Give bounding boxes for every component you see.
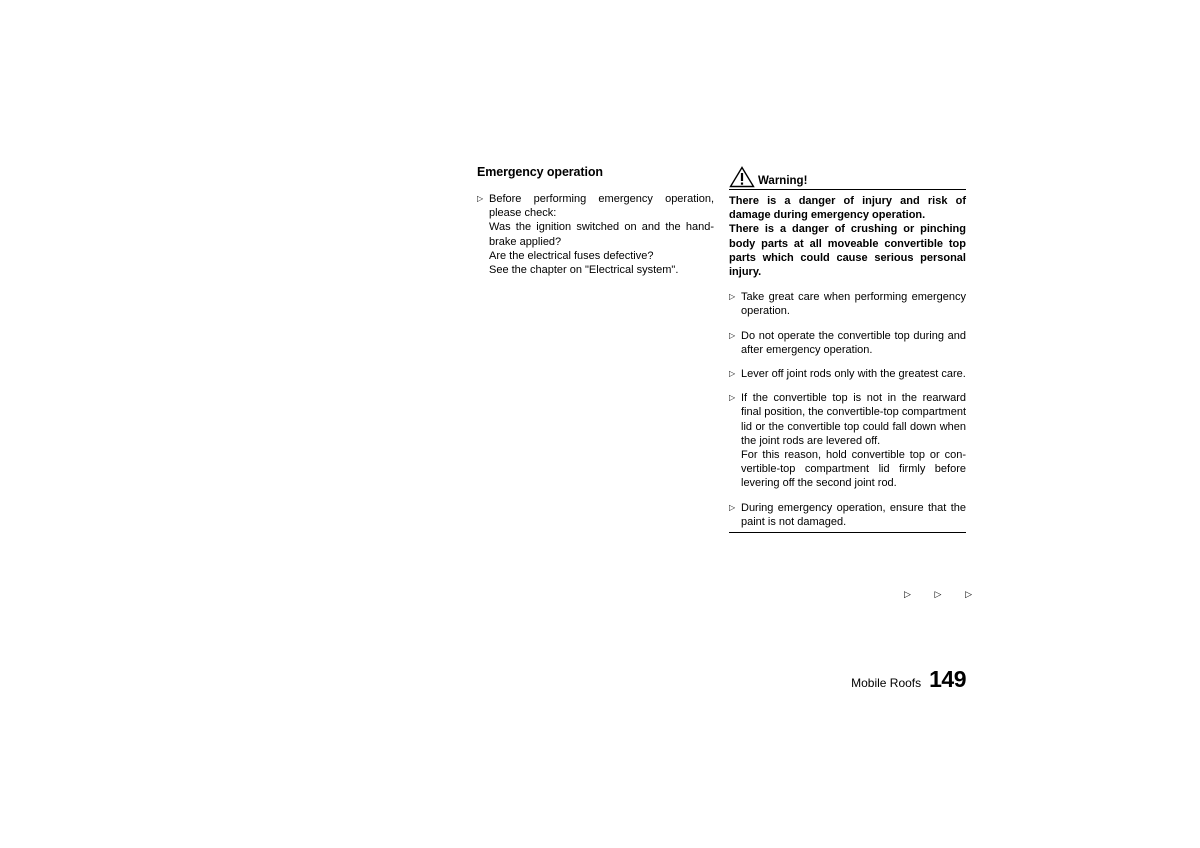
list-item-paragraph: For this reason, hold convertible top or con-vertible-top compartment lid firmly before levering off the second joint rod. — [741, 449, 966, 490]
continue-arrows — [904, 588, 972, 600]
bullet-triangle-icon: ▷ — [729, 502, 736, 512]
bullet-triangle-icon: ▷ — [729, 393, 736, 403]
check-line: See the chapter on "Electrical system". — [489, 264, 679, 277]
section-title: Emergency operation — [477, 165, 603, 179]
warning-end-rule — [729, 532, 966, 533]
list-item-paragraph: Take great care when performing emergency operation. — [741, 291, 966, 318]
page-number: 149 — [929, 666, 966, 692]
list-item-paragraph: Lever off joint rods only with the greatest care. — [741, 368, 966, 381]
warning-header — [729, 164, 966, 190]
warning-box — [729, 164, 966, 533]
check-line: Are the electrical fuses defective? — [489, 249, 654, 262]
list-item — [729, 290, 966, 318]
warning-triangle-icon — [729, 166, 755, 188]
continue-arrow-icon: ▷ — [934, 589, 942, 599]
list-item-text — [741, 290, 966, 318]
list-item-text — [741, 391, 966, 490]
bullet-triangle-icon: ▷ — [477, 194, 484, 203]
bullet-triangle-icon: ▷ — [729, 330, 736, 340]
left-column — [477, 164, 714, 277]
warning-title: Warning! — [758, 175, 808, 187]
check-line: Before performing emergency operation, please check: — [489, 193, 714, 220]
list-item-text — [741, 501, 966, 529]
list-item-text — [741, 367, 966, 381]
footer-section-name: Mobile Roofs — [851, 676, 922, 690]
list-item-paragraph: If the convertible top is not in the rearward final position, the convertible-top compartment lid or the convertible top could fall down when the joint rods are levered off. — [741, 392, 967, 447]
continue-arrow-icon: ▷ — [965, 589, 972, 599]
check-line: Was the ignition switched on and the hand-brake applied? — [489, 221, 714, 248]
warning-list — [729, 290, 966, 529]
warning-paragraph: There is a danger of crushing or pinching body parts at all moveable convertible top parts which could cause serious personal injury. — [729, 223, 966, 279]
check-instructions — [489, 192, 714, 277]
continue-arrow-icon: ▷ — [904, 589, 911, 599]
list-item — [729, 329, 966, 357]
list-item — [477, 192, 714, 277]
bullet-triangle-icon: ▷ — [729, 369, 736, 379]
list-item-text — [741, 329, 966, 357]
list-item — [729, 391, 966, 490]
list-item-paragraph: During emergency operation, ensure that the paint is not damaged. — [741, 501, 966, 528]
list-item — [729, 501, 966, 529]
list-item — [729, 367, 966, 381]
page-footer — [851, 666, 966, 693]
warning-body — [729, 194, 966, 279]
bullet-triangle-icon: ▷ — [729, 292, 736, 302]
list-item-paragraph: Do not operate the convertible top during and after emergency operation. — [741, 329, 966, 356]
warning-paragraph: There is a danger of injury and risk of damage during emergency operation. — [729, 195, 966, 222]
